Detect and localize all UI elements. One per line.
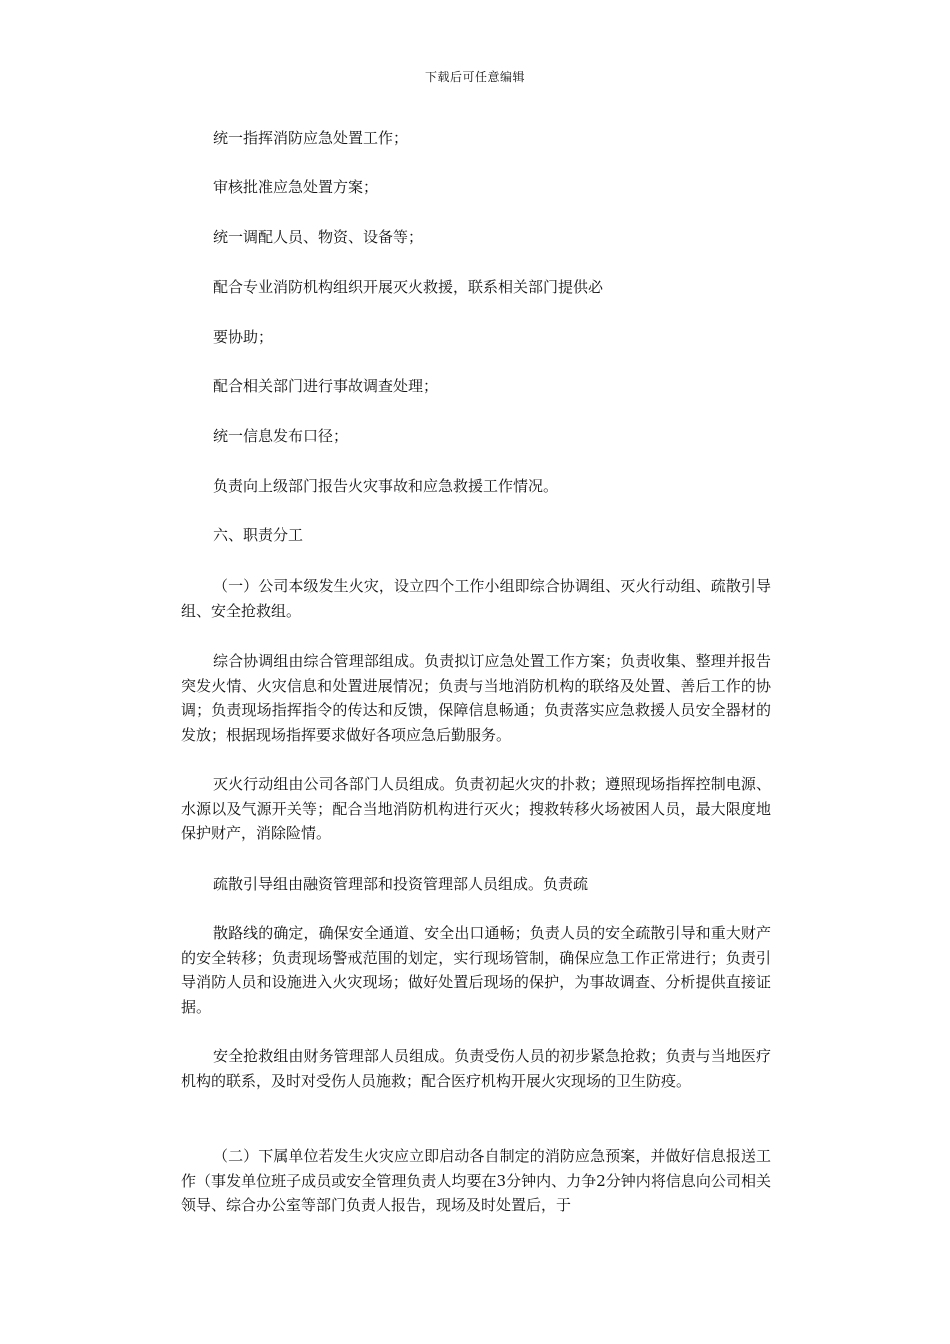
paragraph: 散路线的确定，确保安全通道、安全出口通畅；负责人员的安全疏散引导和重大财产的安全转移；负责现场警戒范围的划定，实行现场管制，确保应急工作正常进行；负责引导消防人员和设施进入火灾现场；做好处置后现场的保护，为事故调查、分析提供直接证据。 bbox=[181, 924, 771, 1016]
paragraph: （一）公司本级发生火灾，设立四个工作小组即综合协调组、灭火行动组、疏散引导组、安全抢救组。 bbox=[181, 577, 771, 620]
text-line: 配合专业消防机构组织开展灭火救援，联系相关部门提供必 bbox=[213, 278, 604, 296]
paragraph: 综合协调组由综合管理部组成。负责拟订应急处置工作方案；负责收集、整理并报告突发火情、火灾信息和处置进展情况；负责与当地消防机构的联络及处置、善后工作的协调；负责现场指挥指令的传达和反馈，保障信息畅通；负责落实应急救援人员安全器材的发放；根据现场指挥要求做好各项应急后勤服务。 bbox=[181, 652, 771, 744]
paragraph: （二）下属单位若发生火灾应立即启动各自制定的消防应急预案，并做好信息报送工作（事发单位班子成员或安全管理负责人均要在3分钟内、力争2分钟内将信息向公司相关领导、综合办公室等部门负责人报告，现场及时处置后，于 bbox=[181, 1147, 771, 1214]
section-heading: 六、职责分工 bbox=[213, 526, 304, 544]
text-line: 负责向上级部门报告火灾事故和应急救援工作情况。 bbox=[213, 477, 559, 495]
text-line: 审核批准应急处置方案； bbox=[213, 178, 379, 196]
text-line: 统一调配人员、物资、设备等； bbox=[213, 228, 424, 246]
paragraph: 灭火行动组由公司各部门人员组成。负责初起火灾的扑救；遵照现场指挥控制电源、水源以及气源开关等；配合当地消防机构进行灭火；搜救转移火场被困人员，最大限度地保护财产，消除险情。 bbox=[181, 775, 771, 842]
text-line: 统一信息发布口径； bbox=[213, 427, 349, 445]
paragraph: 安全抢救组由财务管理部人员组成。负责受伤人员的初步紧急抢救；负责与当地医疗机构的联系，及时对受伤人员施救；配合医疗机构开展火灾现场的卫生防疫。 bbox=[181, 1047, 771, 1090]
page-header: 下载后可任意编辑 bbox=[424, 70, 525, 84]
text-line: 要协助； bbox=[213, 328, 274, 346]
text-line: 统一指挥消防应急处置工作； bbox=[213, 129, 409, 147]
text-line: 配合相关部门进行事故调查处理； bbox=[213, 377, 439, 395]
paragraph: 疏散引导组由融资管理部和投资管理部人员组成。负责疏 bbox=[213, 875, 589, 893]
